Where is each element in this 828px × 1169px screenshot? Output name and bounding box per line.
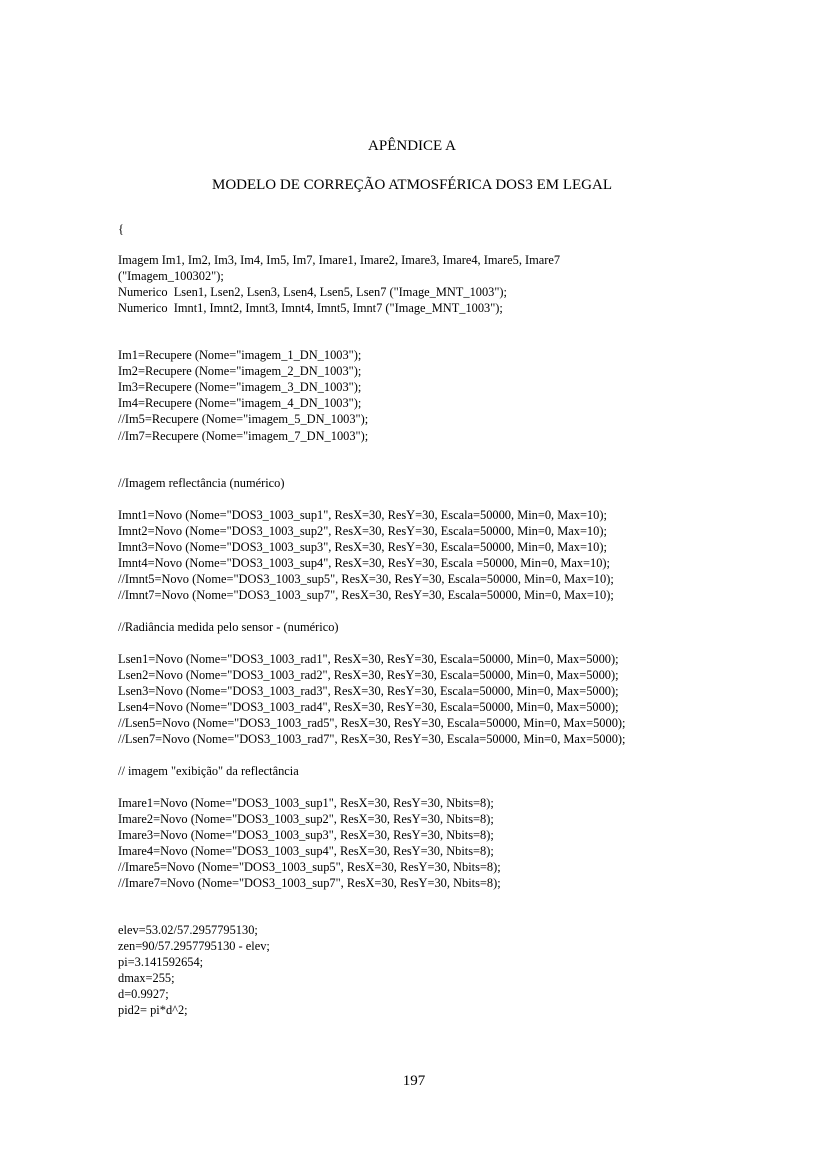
page-number: 197 <box>402 1073 426 1089</box>
code-line: elev=53.02/57.2957795130; <box>118 923 258 937</box>
code-line: //Imnt7=Novo (Nome="DOS3_1003_sup7", ResX=30, ResY=30, Escala=50000, Min=0, Max=10); <box>118 588 614 602</box>
code-line: Lsen4=Novo (Nome="DOS3_1003_rad4", ResX=30, ResY=30, Escala=50000, Min=0, Max=5000); <box>118 700 619 714</box>
code-line: { <box>118 222 124 236</box>
code-line: //Im7=Recupere (Nome="imagem_7_DN_1003"); <box>118 429 369 443</box>
code-line: Im3=Recupere (Nome="imagem_3_DN_1003"); <box>118 380 362 394</box>
code-line: // imagem "exibição" da reflectância <box>118 764 299 778</box>
code-line: Imagem Im1, Im2, Im3, Im4, Im5, Im7, Imare1, Imare2, Imare3, Imare4, Imare5, Imare7 <box>118 253 561 267</box>
code-line: //Imare7=Novo (Nome="DOS3_1003_sup7", ResX=30, ResY=30, Nbits=8); <box>118 876 501 890</box>
code-line: Imnt2=Novo (Nome="DOS3_1003_sup2", ResX=30, ResY=30, Escala=50000, Min=0, Max=10); <box>118 524 607 538</box>
code-line: Lsen2=Novo (Nome="DOS3_1003_rad2", ResX=30, ResY=30, Escala=50000, Min=0, Max=5000); <box>118 668 619 682</box>
code-line: dmax=255; <box>118 971 175 985</box>
code-line: //Lsen5=Novo (Nome="DOS3_1003_rad5", ResX=30, ResY=30, Escala=50000, Min=0, Max=5000); <box>118 716 626 730</box>
code-line: Imare2=Novo (Nome="DOS3_1003_sup2", ResX=30, ResY=30, Nbits=8); <box>118 812 494 826</box>
code-line: Im4=Recupere (Nome="imagem_4_DN_1003"); <box>118 396 362 410</box>
code-line: Im2=Recupere (Nome="imagem_2_DN_1003"); <box>118 364 362 378</box>
code-line: Imare1=Novo (Nome="DOS3_1003_sup1", ResX=30, ResY=30, Nbits=8); <box>118 796 494 810</box>
code-line: pid2= pi*d^2; <box>118 1003 188 1017</box>
code-line: ("Imagem_100302"); <box>118 269 224 283</box>
code-line: zen=90/57.2957795130 - elev; <box>118 939 270 953</box>
code-line: pi=3.141592654; <box>118 955 204 969</box>
code-line: //Lsen7=Novo (Nome="DOS3_1003_rad7", ResX=30, ResY=30, Escala=50000, Min=0, Max=5000); <box>118 732 626 746</box>
code-line: Imnt3=Novo (Nome="DOS3_1003_sup3", ResX=30, ResY=30, Escala=50000, Min=0, Max=10); <box>118 540 607 554</box>
code-line: //Im5=Recupere (Nome="imagem_5_DN_1003"); <box>118 412 369 426</box>
code-line: //Radiância medida pelo sensor - (numérico) <box>118 620 339 634</box>
code-line: Im1=Recupere (Nome="imagem_1_DN_1003"); <box>118 348 362 362</box>
code-line: //Imnt5=Novo (Nome="DOS3_1003_sup5", ResX=30, ResY=30, Escala=50000, Min=0, Max=10); <box>118 572 614 586</box>
code-line: Imare4=Novo (Nome="DOS3_1003_sup4", ResX=30, ResY=30, Nbits=8); <box>118 844 494 858</box>
code-line: Lsen3=Novo (Nome="DOS3_1003_rad3", ResX=30, ResY=30, Escala=50000, Min=0, Max=5000); <box>118 684 619 698</box>
code-line: Numerico Lsen1, Lsen2, Lsen3, Lsen4, Lsen5, Lsen7 ("Image_MNT_1003"); <box>118 285 507 299</box>
model-title: MODELO DE CORREÇÃO ATMOSFÉRICA DOS3 EM LEGAL <box>211 177 613 193</box>
code-line: Imnt1=Novo (Nome="DOS3_1003_sup1", ResX=30, ResY=30, Escala=50000, Min=0, Max=10); <box>118 508 607 522</box>
appendix-title: APÊNDICE A <box>368 138 456 154</box>
code-line: //Imagem reflectância (numérico) <box>118 476 285 490</box>
code-line: Numerico Imnt1, Imnt2, Imnt3, Imnt4, Imnt5, Imnt7 ("Image_MNT_1003"); <box>118 301 503 315</box>
code-line: Imnt4=Novo (Nome="DOS3_1003_sup4", ResX=30, ResY=30, Escala =50000, Min=0, Max=10); <box>118 556 610 570</box>
code-line: Imare3=Novo (Nome="DOS3_1003_sup3", ResX=30, ResY=30, Nbits=8); <box>118 828 494 842</box>
code-line: Lsen1=Novo (Nome="DOS3_1003_rad1", ResX=30, ResY=30, Escala=50000, Min=0, Max=5000); <box>118 652 619 666</box>
code-line: d=0.9927; <box>118 987 169 1001</box>
code-line: //Imare5=Novo (Nome="DOS3_1003_sup5", ResX=30, ResY=30, Nbits=8); <box>118 860 501 874</box>
